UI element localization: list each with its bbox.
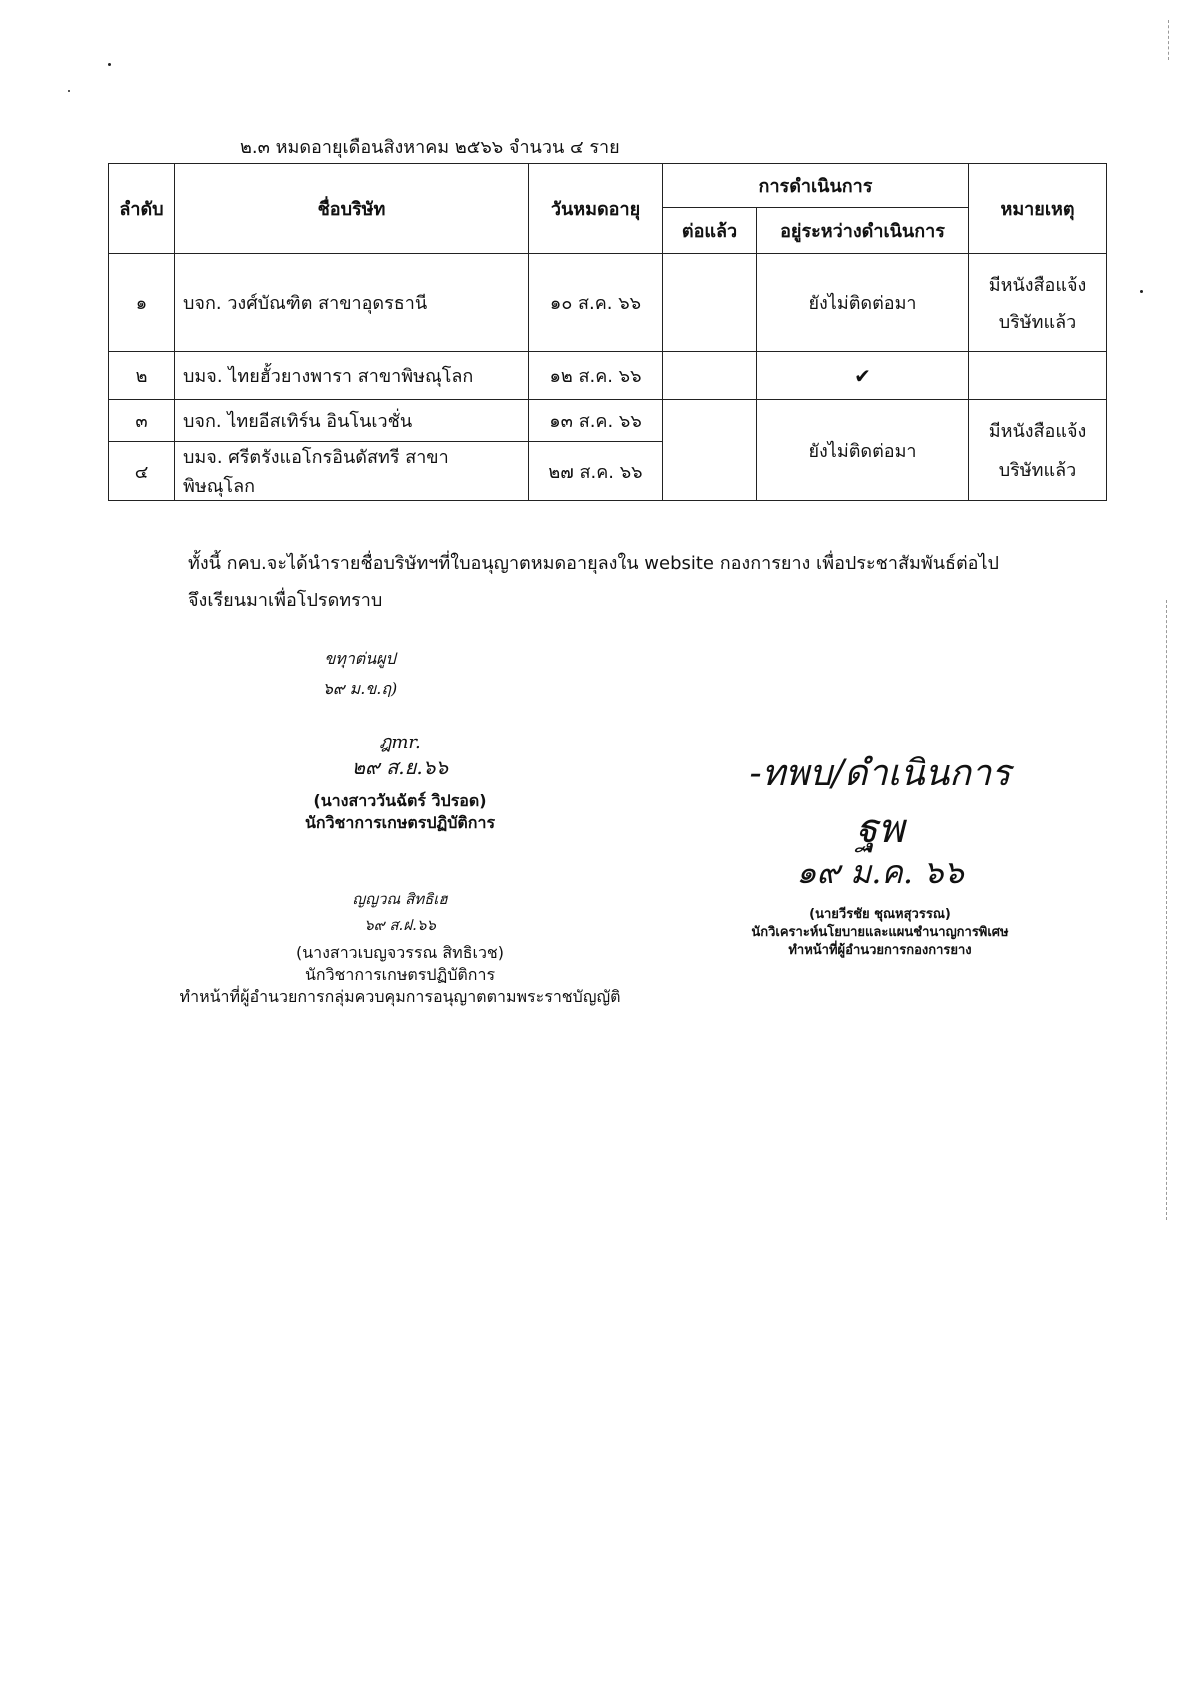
signer-title: นักวิเคราะห์นโยบายและแผนชำนาญการพิเศษ xyxy=(751,925,1009,940)
cell-remark xyxy=(969,400,1107,501)
cell-company: บมจ. ไทยฮั้วยางพารา สาขาพิษณุโลก xyxy=(175,352,529,400)
signer-name: (นายวีรชัย ชุณหสุวรรณ) xyxy=(809,907,951,922)
cell-company: บมจ. ศรีตรังแอโกรอินดัสทรี สาขาพิษณุโลก xyxy=(175,442,529,501)
note-line: ๖๙ ม.ข.ฤ) xyxy=(322,679,398,698)
remark-line: มีหนังสือแจ้ง xyxy=(988,421,1087,442)
signature-date: ๒๙ ส.ย.๖๖ xyxy=(351,755,449,779)
signature-block-2 xyxy=(170,888,630,1008)
cell-expiry: ๑๓ ส.ค. ๖๖ xyxy=(529,400,663,442)
cell-company: บจก. ไทยอีสเทิร์น อินโนเวชั่น xyxy=(175,400,529,442)
header-in-progress: อยู่ระหว่างดำเนินการ xyxy=(757,208,969,254)
scan-speck xyxy=(1140,290,1143,293)
signature-block-1 xyxy=(270,732,530,834)
signer-name: (นางสาวเบญจวรรณ สิทธิเวช) xyxy=(295,943,505,962)
scan-speck xyxy=(108,63,111,66)
signature-scribble: ฐพ xyxy=(855,806,905,852)
signer-title: นักวิชาการเกษตรปฏิบัติการ xyxy=(304,965,496,984)
scan-speck xyxy=(68,90,70,92)
handwritten-instruction: -ทพบ/ดำเนินการ xyxy=(749,753,1011,794)
signature-block-director xyxy=(700,752,1060,960)
remark-line: มีหนังสือแจ้ง xyxy=(988,274,1087,296)
cell-in-progress: ยังไม่ติดต่อมา xyxy=(757,400,969,501)
header-renewed: ต่อแล้ว xyxy=(663,208,757,254)
scan-edge-mark xyxy=(1166,600,1167,1220)
remark-line: บริษัทแล้ว xyxy=(998,460,1077,481)
table-row xyxy=(109,352,1107,400)
signer-name: (นางสาววันฉัตร์ วิปรอด) xyxy=(313,791,487,810)
signature-date: ๖๙ ส.ฝ.๖๖ xyxy=(364,916,436,934)
cell-order: ๒ xyxy=(109,352,175,400)
header-expiry: วันหมดอายุ xyxy=(529,164,663,254)
signature-scribble: ฎmr. xyxy=(379,732,421,753)
remark-line: บริษัทแล้ว xyxy=(998,311,1077,333)
header-company: ชื่อบริษัท xyxy=(175,164,529,254)
cell-expiry: ๒๗ ส.ค. ๖๖ xyxy=(529,442,663,501)
cell-company: บจก. วงศ์บัณฑิต สาขาอุดรธานี xyxy=(175,254,529,352)
cell-renewed xyxy=(663,400,757,501)
cell-expiry: ๑๒ ส.ค. ๖๖ xyxy=(529,352,663,400)
cell-remark xyxy=(969,352,1107,400)
section-heading: ๒.๓ หมดอายุเดือนสิงหาคม ๒๕๖๖ จำนวน ๔ ราย xyxy=(240,137,620,158)
closing-paragraph: ทั้งนี้ กคบ.จะได้นำรายชื่อบริษัทฯที่ใบอนุญาตหมดอายุลงใน website กองการยาง เพื่อประชาสัมพันธ์ต่อไป xyxy=(188,553,999,574)
cell-renewed xyxy=(663,352,757,400)
scan-edge-mark xyxy=(1168,20,1169,60)
handwritten-note xyxy=(300,648,420,700)
check-mark-icon: ✔ xyxy=(757,352,969,400)
signature-date: ๑๙ ม.ค. ๖๖ xyxy=(796,853,964,891)
header-order: ลำดับ xyxy=(109,164,175,254)
cell-remark xyxy=(969,254,1107,352)
closing-line: จึงเรียนมาเพื่อโปรดทราบ xyxy=(188,590,383,611)
cell-order: ๔ xyxy=(109,442,175,501)
signature-scribble: ญญวณ สิทธิเฮ xyxy=(352,890,448,908)
cell-in-progress: ยังไม่ติดต่อมา xyxy=(757,254,969,352)
cell-order: ๓ xyxy=(109,400,175,442)
note-line: ขทุาต่นผูป xyxy=(324,649,396,668)
cell-expiry: ๑๐ ส.ค. ๖๖ xyxy=(529,254,663,352)
cell-order: ๑ xyxy=(109,254,175,352)
table-row xyxy=(109,400,1107,442)
signer-role: ทำหน้าที่ผู้อำนวยการกองการยาง xyxy=(788,943,972,958)
cell-renewed xyxy=(663,254,757,352)
expired-license-table xyxy=(108,163,1107,501)
signer-title: นักวิชาการเกษตรปฏิบัติการ xyxy=(304,813,496,832)
signer-role: ทำหน้าที่ผู้อำนวยการกลุ่มควบคุมการอนุญาตตามพระราชบัญญัติ xyxy=(179,987,621,1006)
header-remark: หมายเหตุ xyxy=(969,164,1107,254)
table-row xyxy=(109,254,1107,352)
header-action: การดำเนินการ xyxy=(663,164,969,208)
